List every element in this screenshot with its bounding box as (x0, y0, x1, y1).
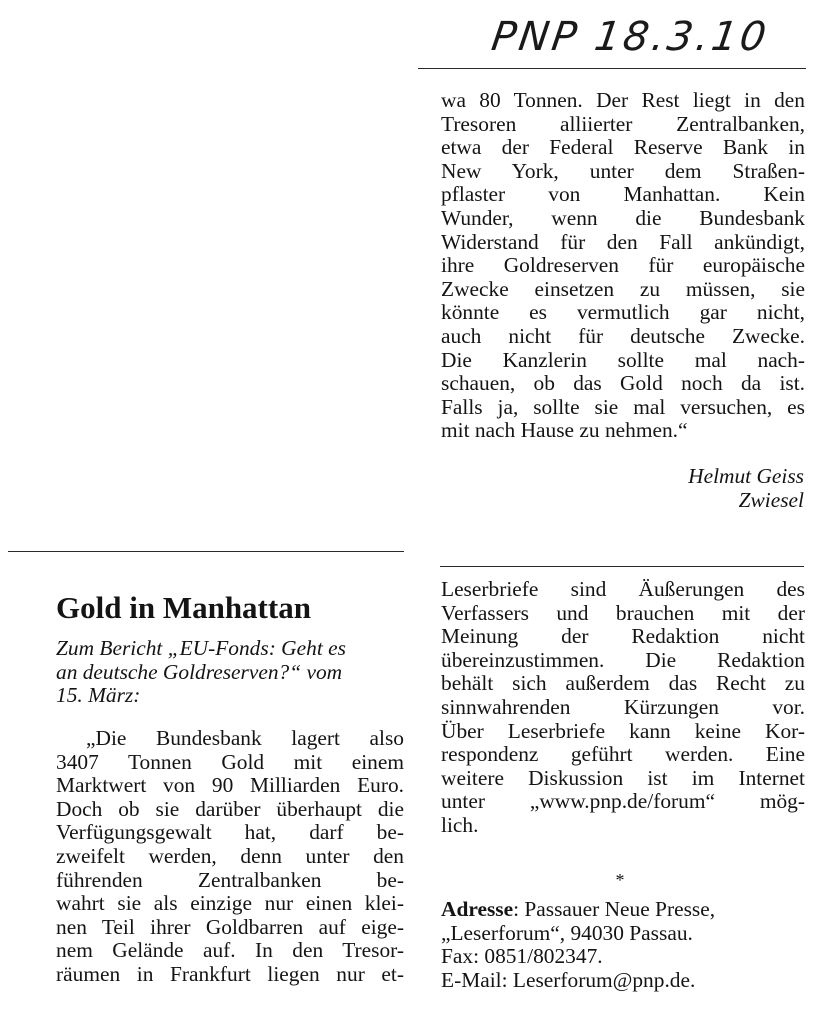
text-line: Doch ob sie darüber überhaupt die (56, 796, 404, 821)
text-line: behält sich außerdem das Recht zu (441, 671, 805, 696)
text-line: pflaster von Manhattan. Kein (441, 182, 805, 207)
text-line: „Die Bundesbank lagert also (86, 726, 404, 750)
text-line: lich. (441, 812, 479, 837)
text-line: führenden Zentralbanken be- (56, 867, 404, 892)
top-right-rule (418, 68, 806, 69)
text-line: sinnwahrenden Kürzungen vor. (441, 694, 805, 719)
text-line: Wunder, wenn die Bundesbank (441, 205, 805, 230)
text-line: könnte es vermutlich gar nicht, (441, 300, 805, 325)
address-fax: Fax: 0851/802347. (441, 944, 603, 969)
address-line-2: „Leserforum“, 94030 Passau. (441, 920, 693, 945)
text-line: Zwecke einsetzen zu müssen, sie (441, 276, 805, 301)
text-line: Tresoren alliierter Zentralbanken, (441, 111, 805, 136)
text-line: respondenz geführt werden. Eine (441, 742, 805, 767)
text-line: nem Gelände auf. In den Tresor- (56, 938, 404, 963)
text-line: Verfassers und brauchen mit der (441, 600, 805, 625)
address-label: Adresse (441, 897, 514, 921)
text-line: Leserbriefe sind Äußerungen des (441, 577, 805, 601)
text-line: Über Leserbriefe kann keine Kor- (441, 718, 805, 743)
text-line: wa 80 Tonnen. Der Rest liegt in den (441, 88, 805, 112)
text-line: wahrt sie als einzige nur einen klei- (56, 891, 404, 916)
text-line: Marktwert von 90 Milliarden Euro. (56, 773, 404, 798)
text-line: schauen, ob das Gold noch da ist. (441, 371, 805, 396)
reader-letters-disclaimer (441, 578, 805, 838)
text-line: ihre Goldreserven für europäische (441, 253, 805, 278)
editorial-address (441, 898, 805, 992)
left-column-divider-rule (8, 551, 404, 552)
text-line: zweifelt werden, denn unter den (56, 843, 404, 868)
handwritten-source-note: PNP 18.3.10 (488, 14, 772, 60)
address-line-1 (441, 898, 805, 922)
text-line: übereinzustimmen. Die Redaktion (441, 647, 805, 672)
address-publisher: : Passauer Neue Presse, (513, 897, 716, 921)
text-line: New York, unter dem Straßen- (441, 158, 805, 183)
text-line: Meinung der Redaktion nicht (441, 624, 805, 649)
right-column-divider-rule (440, 566, 804, 567)
text-line: Falls ja, sollte sie mal versuchen, es (441, 394, 805, 419)
text-line: mit nach Hause zu nehmen.“ (441, 418, 688, 443)
section-separator-asterisk: * (615, 870, 625, 890)
text-line: 3407 Tonnen Gold mit einem (56, 749, 404, 774)
text-line: etwa der Federal Reserve Bank in (441, 135, 805, 160)
letter-title: Gold in Manhattan (56, 590, 311, 625)
text-line: räumen in Frankfurt liegen nur et- (56, 961, 404, 986)
text-line: nen Teil ihrer Goldbarren auf eige- (56, 914, 404, 939)
letter-intro (56, 637, 404, 708)
author-name: Helmut Geiss (688, 464, 804, 488)
text-line: unter „www.pnp.de/forum“ mög- (441, 789, 805, 814)
intro-line: 15. März: (56, 683, 141, 708)
letter-continuation (441, 89, 805, 443)
text-line: auch nicht für deutsche Zwecke. (441, 323, 805, 348)
letter-body (56, 727, 404, 987)
intro-line: Zum Bericht „EU-Fonds: Geht es (56, 636, 346, 660)
text-line: Widerstand für den Fall ankündigt, (441, 229, 805, 254)
author-signature (600, 465, 804, 512)
text-line: Verfügungsgewalt hat, darf be- (56, 820, 404, 845)
text-line: weitere Diskussion ist im Internet (441, 765, 805, 790)
author-town: Zwiesel (738, 487, 804, 512)
intro-line: an deutsche Goldreserven?“ vom (56, 659, 343, 684)
address-email: E-Mail: Leserforum@pnp.de. (441, 967, 696, 992)
text-line: Die Kanzlerin sollte mal nach- (441, 347, 805, 372)
